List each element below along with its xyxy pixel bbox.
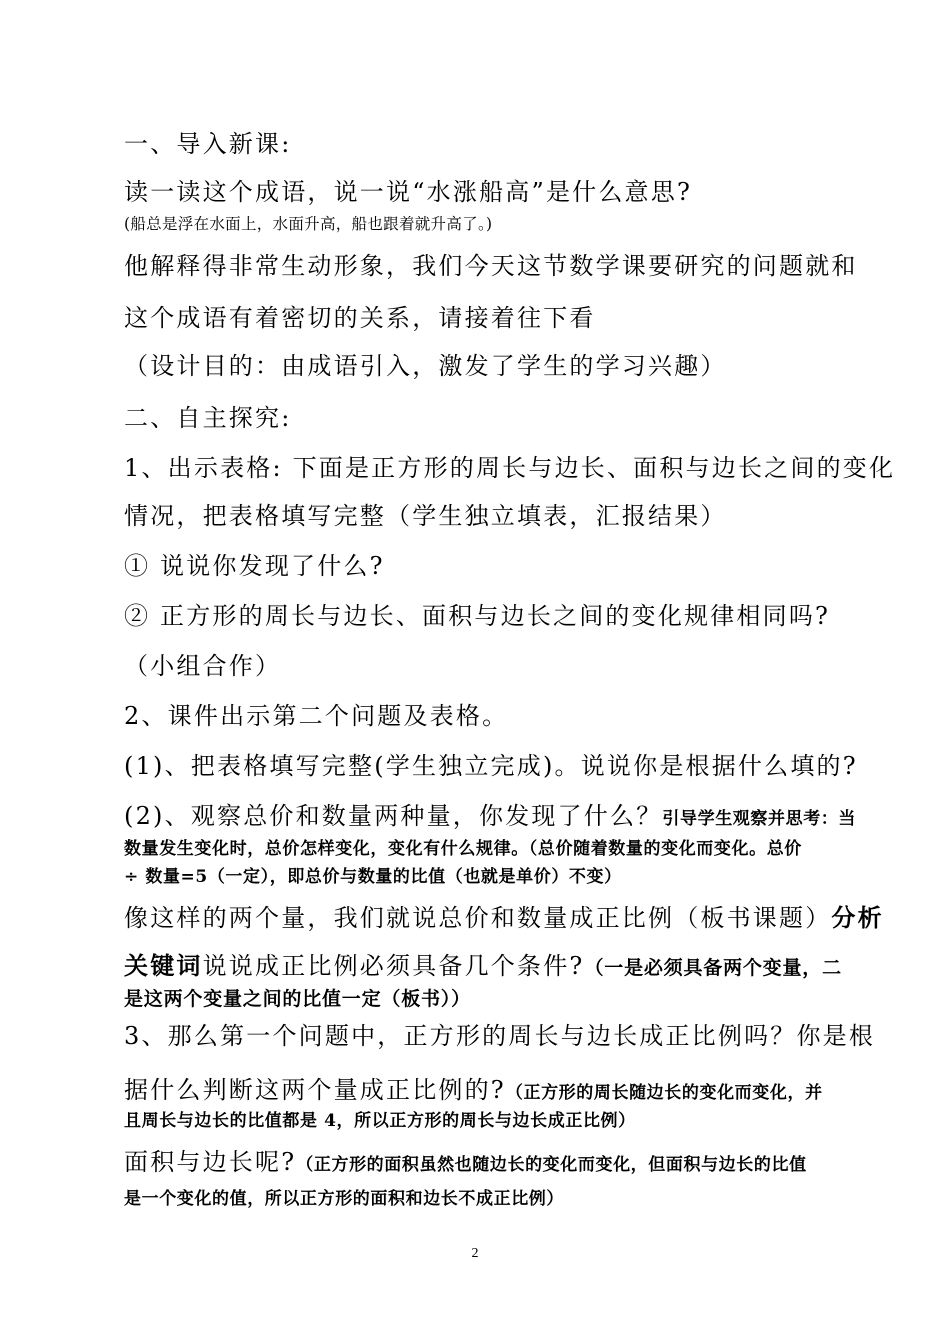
- page-number: 2: [471, 1246, 479, 1261]
- question-item: ① 说说你发现了什么?: [124, 552, 385, 580]
- answer-line: 且周长与边长的比值都是 4，所以正方形的周长与边长成正比例）: [124, 1111, 636, 1131]
- paragraph-line: （小组合作）: [124, 652, 282, 680]
- paragraph-line: [124, 946, 842, 981]
- paragraph-line: 读一读这个成语，说一说“水涨船高”是什么意思?: [124, 178, 693, 206]
- answer-text: （正方形的周长随边长的变化而变化，并: [505, 1083, 823, 1103]
- note-line: (船总是浮在水面上，水面升高，船也跟着就升高了。): [124, 215, 493, 233]
- answer-text: （一是必须具备两个变量，二: [584, 957, 842, 979]
- paragraph-line: [124, 898, 884, 933]
- paragraph-line: 3、那么第一个问题中，正方形的周长与边长成正比例吗？你是根: [124, 1022, 876, 1050]
- paragraph-line: [124, 1142, 807, 1177]
- paragraph-line: [124, 1070, 823, 1105]
- emphasis-text: 关键词: [124, 951, 203, 980]
- guidance-line: 数量发生变化时，总价怎样变化，变化有什么规律。（总价随着数量的变化而变化。总价: [124, 839, 802, 859]
- paragraph-line: 他解释得非常生动形象，我们今天这节数学课要研究的问题就和: [124, 252, 858, 280]
- design-purpose-note: （设计目的：由成语引入，激发了学生的学习兴趣）: [124, 352, 727, 380]
- paragraph-line: 情况，把表格填写完整（学生独立填表，汇报结果）: [124, 502, 727, 530]
- paragraph-line: [124, 796, 856, 831]
- heading-explore: 二、自主探究:: [124, 404, 292, 432]
- heading-intro: 一、导入新课:: [124, 130, 292, 158]
- guidance-text: 引导学生观察并思考：当: [662, 809, 857, 829]
- emphasis-text: 分析: [831, 903, 884, 932]
- paragraph-line: 2、课件出示第二个问题及表格。: [124, 702, 509, 730]
- answer-line: 是一个变化的值，所以正方形的面积和边长不成正比例）: [124, 1189, 564, 1209]
- paragraph-text: 面积与边长呢?: [124, 1148, 297, 1176]
- answer-text: （正方形的面积虽然也随边长的变化而变化，但面积与边长的比值: [296, 1155, 807, 1175]
- question-item: ② 正方形的周长与边长、面积与边长之间的变化规律相同吗?: [124, 602, 831, 630]
- paragraph-text: 像这样的两个量，我们就说总价和数量成正比例（板书课题）: [124, 904, 832, 932]
- paragraph-text: 说说成正比例必须具备几个条件?: [202, 952, 585, 980]
- guidance-line: ÷ 数量=5（一定），即总价与数量的比值（也就是单价）不变）: [124, 867, 622, 887]
- paragraph-line: 1、出示表格: 下面是正方形的周长与边长、面积与边长之间的变化: [124, 454, 896, 482]
- paragraph-line: 这个成语有着密切的关系，请接着往下看: [124, 304, 596, 332]
- paragraph-text: 据什么判断这两个量成正比例的?: [124, 1076, 506, 1104]
- paragraph-line: (1)、把表格填写完整(学生独立完成)。说说你是根据什么填的?: [124, 752, 858, 780]
- answer-line: 是这两个变量之间的比值一定（板书））: [124, 988, 471, 1010]
- question-text: (2)、观察总价和数量两种量，你发现了什么？: [124, 802, 663, 830]
